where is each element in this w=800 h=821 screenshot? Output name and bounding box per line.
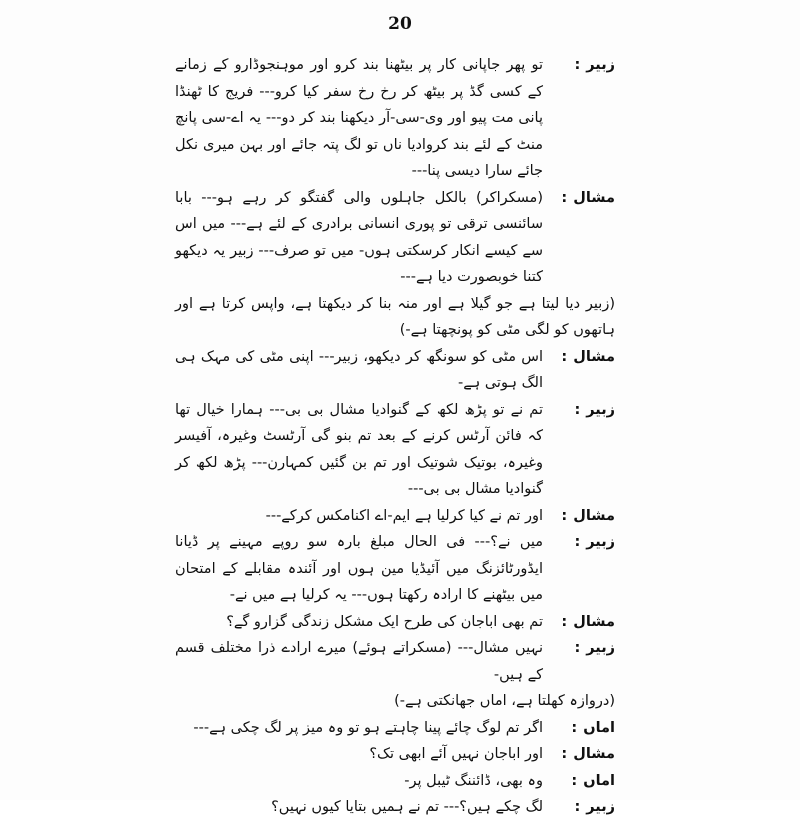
stage-direction: (زبیر دیا لیتا ہے جو گیلا ہے اور منہ بنا کر دیکھتا ہے، واپس کرتا ہے اور ہاتھوں کو لگی مٹی کو پونچھتا ہے-) bbox=[175, 295, 615, 338]
dialogue-line bbox=[175, 344, 615, 397]
speaker-colon: : bbox=[574, 401, 581, 418]
speaker-name bbox=[543, 768, 615, 794]
dialogue-text: اس مٹی کو سونگھ کر دیکھو، زبیر--- اپنی مٹی کی مہک ہی الگ ہوتی ہے- bbox=[175, 348, 543, 391]
dialogue-text: وہ بھی، ڈائننگ ٹیبل پر- bbox=[404, 772, 543, 789]
dialogue-line bbox=[175, 529, 615, 609]
stage-direction: (دروازہ کھلتا ہے، اماں جھانکتی ہے-) bbox=[394, 693, 615, 709]
speaker-name bbox=[543, 741, 615, 767]
speaker-colon: : bbox=[574, 799, 581, 815]
dialogue-line bbox=[175, 768, 615, 795]
speaker-colon: : bbox=[571, 719, 578, 736]
dialogue-text: نہیں مشال--- (مسکراتے ہوئے) میرے ارادے ذرا مختلف قسم کے ہیں- bbox=[175, 640, 543, 683]
speaker-colon: : bbox=[571, 772, 578, 789]
dialogue-text: تم نے تو پڑھ لکھ کے گنوادیا مشال بی بی--- ہمارا خیال تھا کہ فائن آرٹس کرنے کے بعد تم بنو گی آرٹسٹ وغیرہ، آفیسر وغیرہ، بوتیک شوتیک اور تم بن گئیں کمہارن--- پڑھ لکھ کر گنوادیا مشال بی بی--- bbox=[175, 401, 543, 497]
speaker-label: زبیر bbox=[586, 401, 615, 418]
speaker-label: زبیر bbox=[586, 640, 615, 656]
speaker-colon: : bbox=[561, 746, 568, 762]
speaker-colon: : bbox=[561, 507, 568, 524]
speaker-name bbox=[543, 635, 615, 661]
dialogue-text: (مسکراکر) بالکل جاہلوں والی گفتگو کر رہے ہو--- بابا سائنسی ترقی تو پوری انسانی برادری کے لئے ہے--- میں اس سے کیسے انکار کرسکتی ہوں- میں تو صرف--- زبیر یہ دیکھو کتنا خوبصورت دیا ہے--- bbox=[175, 189, 543, 285]
speaker-label: زبیر bbox=[586, 57, 615, 73]
speaker-colon: : bbox=[574, 57, 581, 73]
dialogue-text: اگر تم لوگ چائے پینا چاہتے ہو تو وہ میز پر لگ چکی ہے--- bbox=[193, 719, 543, 736]
speaker-colon: : bbox=[561, 348, 568, 365]
speaker-name bbox=[543, 185, 615, 211]
dialogue-line bbox=[175, 503, 615, 530]
speaker-label: مشال bbox=[573, 348, 615, 365]
play-script bbox=[175, 52, 615, 821]
dialogue-text: تو پھر جاپانی کار پر بیٹھنا بند کرو اور موہنجوڈارو کے زمانے کے کسی گڈ پر بیٹھ کر رخ رخ سفر کیا کرو--- فریج کا ٹھنڈا پانی مت پیو اور وی-سی-آر دیکھنا بند کر دو--- یہ اے-سی پانچ منٹ کے لئے بند کروادیا ناں تو لگ پتہ جائے اور بہن میری نکل جائے سارا دیسی پنا--- bbox=[175, 57, 543, 179]
speaker-name bbox=[543, 715, 615, 741]
speaker-name bbox=[543, 529, 615, 555]
dialogue-line bbox=[175, 609, 615, 636]
speaker-colon: : bbox=[561, 189, 568, 206]
dialogue-line bbox=[175, 794, 615, 821]
speaker-name bbox=[543, 397, 615, 423]
dialogue-line bbox=[175, 741, 615, 768]
page-number: 20 bbox=[388, 14, 412, 34]
speaker-colon: : bbox=[561, 613, 568, 630]
dialogue-text: میں نے؟--- فی الحال مبلغ بارہ سو روپے مہینے پر ڈیانا ایڈورٹائزنگ میں آئیڈیا مین ہوں اور آئندہ مقابلے کے امتحان میں بیٹھنے کا ارادہ رکھتا ہوں--- یہ کرلیا ہے میں نے- bbox=[175, 534, 543, 603]
speaker-name bbox=[543, 794, 615, 820]
speaker-label: زبیر bbox=[586, 534, 615, 550]
speaker-colon: : bbox=[574, 534, 581, 550]
speaker-colon: : bbox=[574, 640, 581, 656]
speaker-name bbox=[543, 503, 615, 529]
dialogue-line bbox=[175, 715, 615, 742]
dialogue-line bbox=[175, 635, 615, 688]
dialogue-text: اور اباجان نہیں آئے ابھی تک؟ bbox=[369, 746, 543, 762]
dialogue-line bbox=[175, 52, 615, 185]
dialogue-text: تم بھی اباجان کی طرح ایک مشکل زندگی گزارو گے؟ bbox=[226, 613, 543, 630]
dialogue-text: لگ چکے ہیں؟--- تم نے ہمیں بتایا کیوں نہیں؟ bbox=[271, 799, 543, 815]
speaker-label: مشال bbox=[573, 746, 615, 762]
speaker-label: اماں bbox=[583, 772, 615, 789]
speaker-name bbox=[543, 609, 615, 635]
dialogue-line bbox=[175, 185, 615, 291]
speaker-label: مشال bbox=[573, 613, 615, 630]
speaker-label: زبیر bbox=[586, 799, 615, 815]
speaker-label: مشال bbox=[573, 189, 615, 206]
speaker-name bbox=[543, 344, 615, 370]
speaker-label: مشال bbox=[573, 507, 615, 524]
speaker-name bbox=[543, 52, 615, 78]
dialogue-text: اور تم نے کیا کرلیا ہے ایم-اے اکنامکس کرکے--- bbox=[265, 507, 543, 524]
speaker-label: اماں bbox=[583, 719, 615, 736]
dialogue-line bbox=[175, 397, 615, 503]
